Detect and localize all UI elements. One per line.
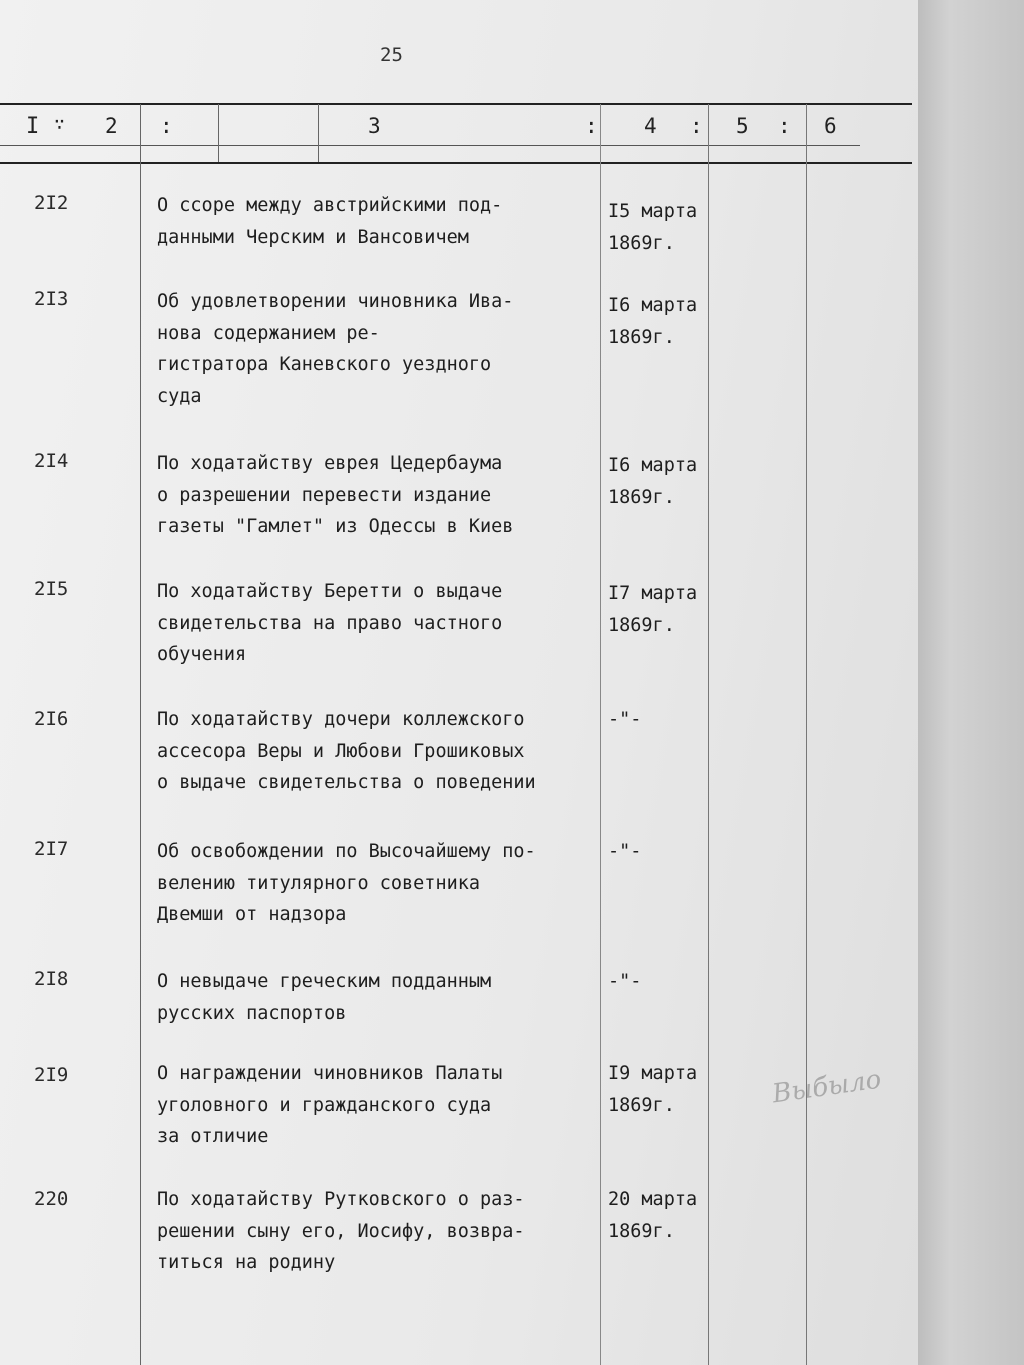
- row-number: 2I9: [34, 1064, 69, 1086]
- column-separator: :: [585, 114, 598, 138]
- column-divider: [708, 104, 709, 1365]
- row-date: 20 марта 1869г.: [608, 1189, 698, 1242]
- row-date: I6 марта 1869г.: [608, 455, 698, 508]
- column-separator: :: [690, 114, 703, 138]
- column-separator: :: [778, 114, 791, 138]
- column-header-2: 2: [105, 114, 118, 138]
- row-number: 2I2: [34, 192, 69, 214]
- column-divider: [140, 104, 141, 1365]
- row-date: -"-: [608, 709, 642, 730]
- column-header-5: 5: [736, 114, 749, 138]
- row-description: О ссоре между австрийскими под- данными Черским и Вансовичем: [157, 195, 503, 248]
- row-date: -"-: [608, 971, 642, 992]
- table-header-rule: [0, 162, 912, 164]
- page-number: 25: [380, 44, 403, 66]
- background-page-edge: [918, 0, 1024, 1365]
- column-header-6: 6: [824, 114, 837, 138]
- row-number: 2I3: [34, 288, 69, 310]
- column-divider: [218, 104, 219, 162]
- row-description: По ходатайству дочери коллежского ассесора Веры и Любови Грошиковых о выдаче свидетельства о поведении: [157, 709, 536, 793]
- row-description: Об удовлетворении чиновника Ива- нова содержанием ре- гистратора Каневского уездного суда: [157, 291, 514, 407]
- row-number: 2I5: [34, 578, 69, 600]
- column-header-marker: ∵: [54, 114, 65, 135]
- row-description: О награждении чиновников Палаты уголовного и гражданского суда за отличие: [157, 1063, 503, 1147]
- row-date: I6 марта 1869г.: [608, 295, 698, 348]
- row-date: I7 марта 1869г.: [608, 583, 698, 636]
- table-top-rule: [0, 103, 912, 105]
- table-header-subrule: [0, 145, 860, 146]
- column-divider: [806, 104, 807, 1365]
- row-date: I9 марта 1869г.: [608, 1063, 698, 1116]
- column-header-3: 3: [368, 114, 381, 138]
- row-description: По ходатайству еврея Цедербаума о разрешении перевести издание газеты "Гамлет" из Одессы в Киев: [157, 453, 514, 537]
- column-divider: [318, 104, 319, 162]
- faint-stamp-inscription: Выбыло: [770, 1064, 884, 1110]
- row-description: По ходатайству Беретти о выдаче свидетельства на право частного обучения: [157, 581, 503, 665]
- column-header-4: 4: [644, 114, 657, 138]
- row-number: 2I8: [34, 968, 69, 990]
- row-number: 2I4: [34, 450, 69, 472]
- column-separator: :: [160, 114, 173, 138]
- row-description: По ходатайству Рутковского о раз- решении сыну его, Иосифу, возвра- титься на родину: [157, 1189, 525, 1273]
- row-number: 2I6: [34, 708, 69, 730]
- row-date: I5 марта 1869г.: [608, 201, 698, 254]
- row-number: 220: [34, 1188, 69, 1210]
- row-number: 2I7: [34, 838, 69, 860]
- column-header-1: I: [26, 114, 40, 139]
- row-date: -"-: [608, 841, 642, 862]
- row-description: Об освобождении по Высочайшему по- велению титулярного советника Двемши от надзора: [157, 841, 536, 925]
- row-description: О невыдаче греческим подданным русских паспортов: [157, 971, 492, 1024]
